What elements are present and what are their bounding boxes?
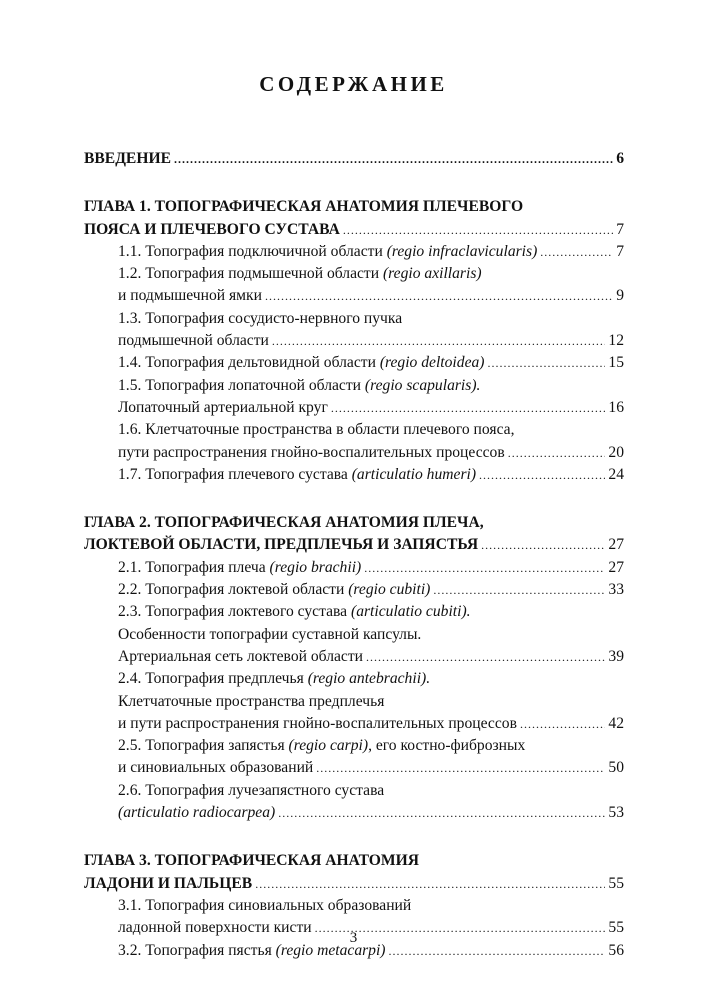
leader-dots	[364, 557, 605, 579]
leader-dots	[343, 219, 613, 241]
toc-entry-2-3[interactable]: Артериальная сеть локтевой области ..... 39	[84, 646, 624, 668]
toc-entry-2-6[interactable]: (articulatio radiocarpea) ..... 53	[84, 802, 624, 824]
leader-dots	[278, 802, 605, 824]
toc-entry-chapter-3[interactable]: ЛАДОНИ И ПАЛЬЦЕВ ..... 55	[84, 873, 624, 895]
leader-dots	[487, 352, 605, 374]
toc-entry-2-5[interactable]: и синовиальных образований ..... 50	[84, 757, 624, 779]
leader-dots	[265, 285, 613, 307]
page-title: СОДЕРЖАНИЕ	[259, 72, 448, 96]
chapter-3-heading: ГЛАВА 3. ТОПОГРАФИЧЕСКАЯ АНАТОМИЯ	[84, 852, 420, 870]
toc-entry-2-4-line2: Клетчаточные пространства предплечья	[118, 692, 385, 710]
toc-entry-1-5[interactable]: Лопаточный артериальной круг ..... 16	[84, 397, 624, 419]
toc-entry-1-7[interactable]: 1.7. Топография плечевого сустава (articulatio humeri) ..... 24	[84, 464, 624, 486]
toc-entry-1-3-line1: 1.3. Топография сосудисто-нервного пучка	[118, 309, 403, 327]
leader-dots	[508, 442, 606, 464]
table-of-contents	[84, 148, 624, 962]
toc-entry-3-2[interactable]: 3.2. Топография пястья (regio metacarpi) ..... 56	[84, 940, 624, 962]
chapter-2-heading: ГЛАВА 2. ТОПОГРАФИЧЕСКАЯ АНАТОМИЯ ПЛЕЧА,	[84, 514, 484, 532]
toc-entry-2-5-line1: 2.5. Топография запястья (regio carpi), его костно-фиброзных	[118, 737, 526, 755]
leader-dots	[481, 534, 605, 556]
leader-dots	[433, 579, 605, 601]
toc-entry-1-2[interactable]: и подмышечной ямки ..... 9	[84, 285, 624, 307]
toc-entry-2-2[interactable]: 2.2. Топография локтевой области (regio cubiti) ..... 33	[84, 579, 624, 601]
toc-entry-3-1[interactable]: ладонной поверхности кисти ..... 55	[84, 917, 624, 939]
toc-entry-chapter-2[interactable]: ЛОКТЕВОЙ ОБЛАСТИ, ПРЕДПЛЕЧЬЯ И ЗАПЯСТЬЯ ..... 27	[84, 534, 624, 556]
toc-entry-2-3-line2: Особенности топографии суставной капсулы.	[118, 625, 422, 643]
leader-dots	[479, 464, 605, 486]
toc-entry-1-6[interactable]: пути распространения гнойно-воспалительных процессов ..... 20	[84, 442, 624, 464]
leader-dots	[331, 397, 606, 419]
leader-dots	[174, 148, 613, 170]
leader-dots	[272, 330, 606, 352]
page-number: 3	[349, 930, 358, 946]
toc-entry-1-6-line1: 1.6. Клетчаточные пространства в области плечевого пояса,	[118, 421, 515, 439]
toc-entry-2-4[interactable]: и пути распространения гнойно-воспалительных процессов ..... 42	[84, 713, 624, 735]
toc-entry-2-4-line1: 2.4. Топография предплечья (regio antebrachii).	[118, 670, 431, 688]
toc-entry-1-3[interactable]: подмышечной области ..... 12	[84, 330, 624, 352]
toc-entry-1-1[interactable]: 1.1. Топография подключичной области (regio infraclavicularis) ..... 7	[84, 241, 624, 263]
toc-entry-chapter-1[interactable]: ПОЯСА И ПЛЕЧЕВОГО СУСТАВА ..... 7	[84, 219, 624, 241]
toc-entry-2-3-line1: 2.3. Топография локтевого сустава (articulatio cubiti).	[118, 603, 471, 621]
toc-entry-1-4[interactable]: 1.4. Топография дельтовидной области (regio deltoidea) ..... 15	[84, 352, 624, 374]
toc-entry-1-2-line1: 1.2. Топография подмышечной области (regio axillaris)	[118, 265, 482, 283]
leader-dots	[316, 757, 605, 779]
toc-entry-introduction[interactable]: ВВЕДЕНИЕ ..... 6	[84, 148, 624, 170]
toc-entry-2-6-line1: 2.6. Топография лучезапястного сустава	[118, 781, 385, 799]
toc-entry-3-1-line1: 3.1. Топография синовиальных образований	[118, 896, 412, 914]
chapter-1-heading: ГЛАВА 1. ТОПОГРАФИЧЕСКАЯ АНАТОМИЯ ПЛЕЧЕВОГО	[84, 198, 524, 216]
toc-entry-1-5-line1: 1.5. Топография лопаточной области (regio scapularis).	[118, 376, 481, 394]
toc-entry-2-1[interactable]: 2.1. Топография плеча (regio brachii) ..... 27	[84, 557, 624, 579]
leader-dots	[520, 713, 605, 735]
leader-dots	[540, 241, 613, 263]
leader-dots	[255, 873, 605, 895]
leader-dots	[366, 646, 605, 668]
